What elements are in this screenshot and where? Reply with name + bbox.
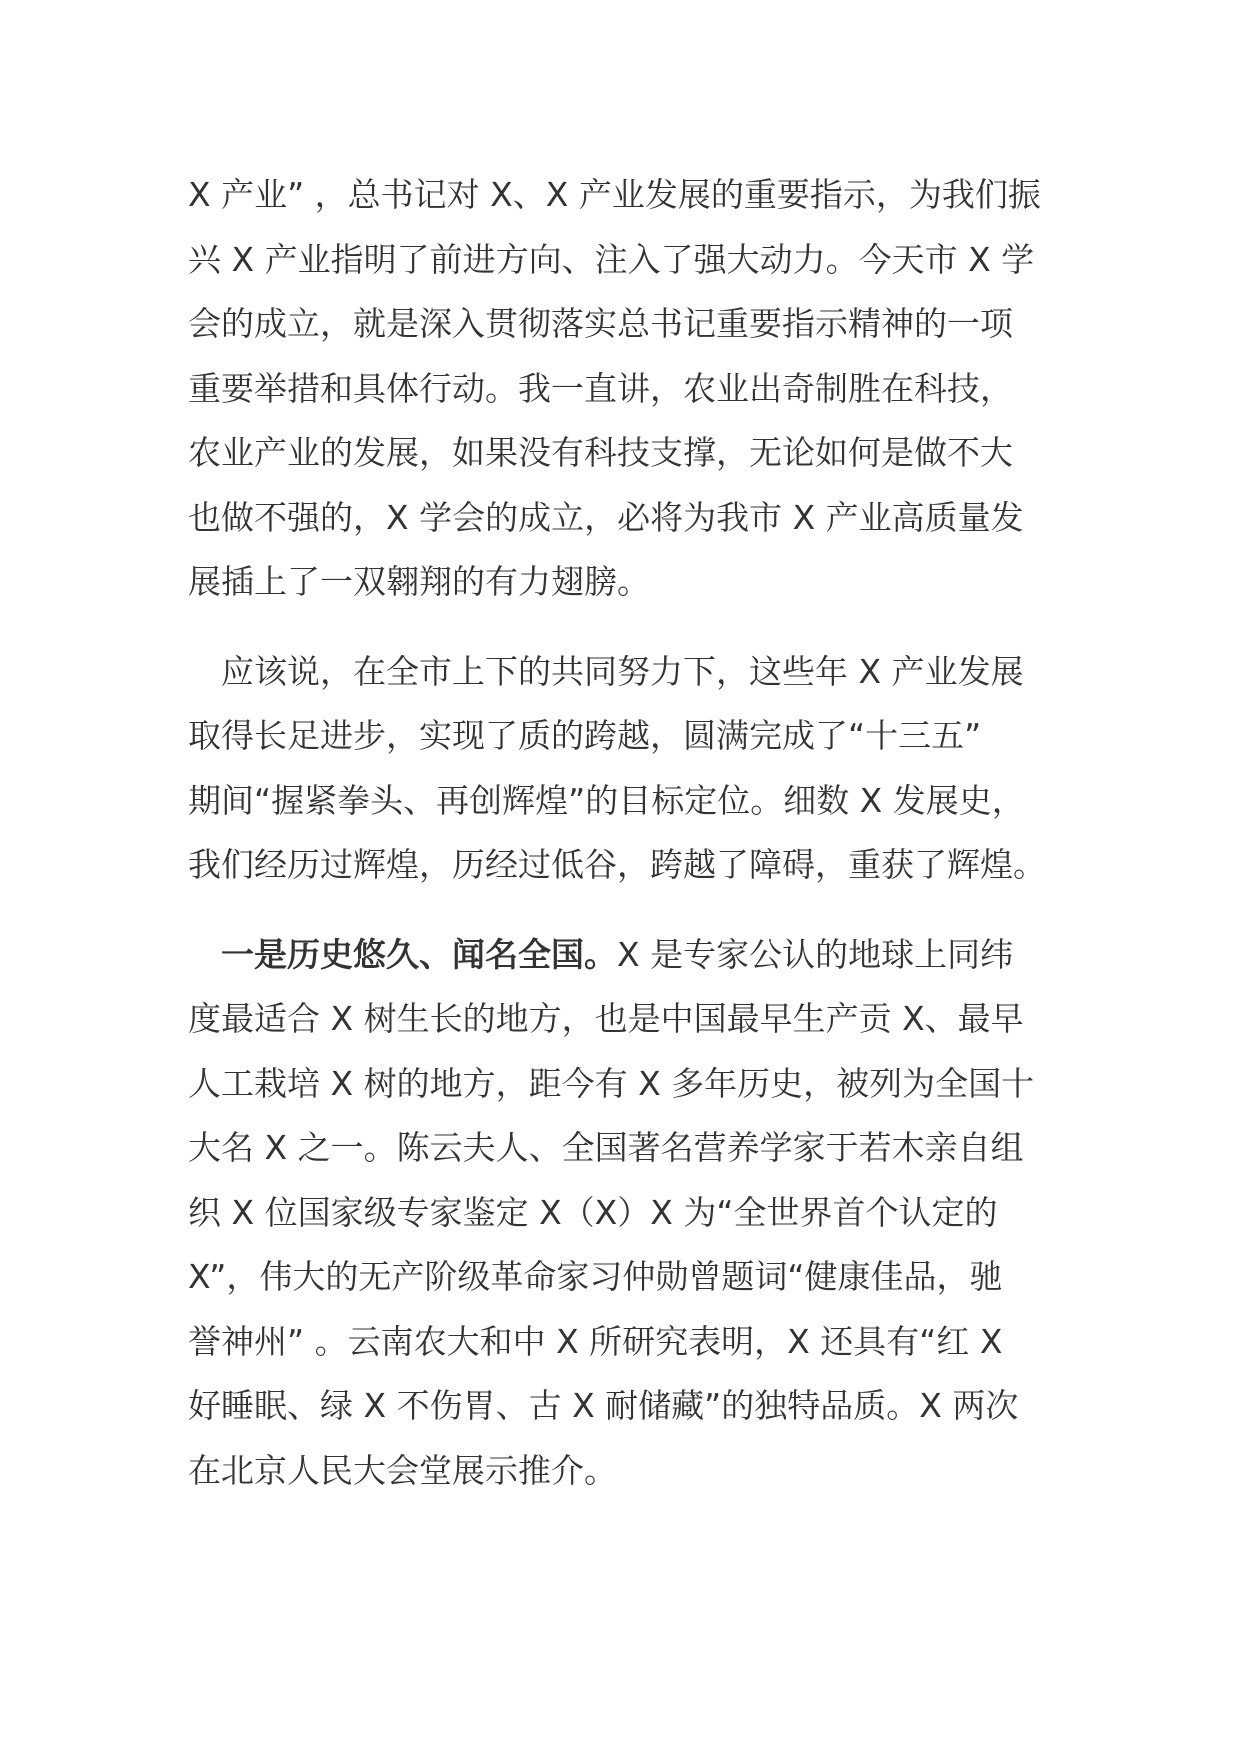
- text-line: 会的成立，就是深入贯彻落实总书记重要指示精神的一项: [188, 304, 1013, 343]
- text-line: [188, 923, 1088, 988]
- text-line: 农业产业的发展，如果没有科技支撑，无论如何是做不大: [188, 433, 1013, 472]
- text-line: 重要举措和具体行动。我一直讲，农业出奇制胜在科技，: [188, 368, 1013, 408]
- paragraph-3: [188, 923, 1088, 1504]
- text-line: 誉神州” 。云南农大和中 X 所研究表明，X 还具有“红 X: [188, 1321, 1003, 1361]
- paragraph-1: [188, 163, 1088, 615]
- text-line: 好睡眠、绿 X 不伤胃、古 X 耐储藏”的独特品质。X 两次: [188, 1386, 1019, 1425]
- text-line: 度最适合 X 树生长的地方，也是中国最早生产贡 X、最早: [188, 999, 1024, 1038]
- text-line: 取得长足进步，实现了质的跨越，圆满完成了“十三五”: [188, 716, 982, 755]
- text-line: 织 X 位国家级专家鉴定 X（X）X 为“全世界首个认定的: [188, 1192, 998, 1232]
- text-line: X”，伟大的无产阶级革命家习仲勋曾题词“健康佳品，驰: [188, 1257, 1003, 1296]
- paragraph-2: [188, 640, 1088, 898]
- text-line: 也做不强的，X 学会的成立，必将为我市 X 产业高质量发: [188, 497, 1024, 537]
- text-line: X 产业” ，总书记对 X、X 产业发展的重要指示，为我们振: [188, 175, 1041, 214]
- text-line: [188, 640, 1088, 705]
- text-line: 大名 X 之一。陈云夫人、全国著名营养学家于若木亲自组: [188, 1128, 1024, 1167]
- paragraph-heading: 一是历史悠久、闻名全国。: [221, 934, 617, 974]
- text-line-content: 应该说，在全市上下的共同努力下，这些年 X 产业发展: [221, 651, 1024, 691]
- body-text: [188, 163, 1088, 1503]
- text-line: 期间“握紧拳头、再创辉煌”的目标定位。细数 X 发展史，: [188, 780, 1025, 820]
- text-line: 我们经历过辉煌，历经过低谷，跨越了障碍，重获了辉煌。: [188, 845, 1046, 884]
- text-line: 兴 X 产业指明了前进方向、注入了强大动力。今天市 X 学: [188, 239, 1035, 279]
- text-line-content: X 是专家公认的地球上同纬: [617, 934, 1014, 974]
- text-line: 展插上了一双翱翔的有力翅膀。: [188, 562, 650, 601]
- text-line: 人工栽培 X 树的地方，距今有 X 多年历史，被列为全国十: [188, 1063, 1035, 1103]
- text-line: 在北京人民大会堂展示推介。: [188, 1450, 617, 1490]
